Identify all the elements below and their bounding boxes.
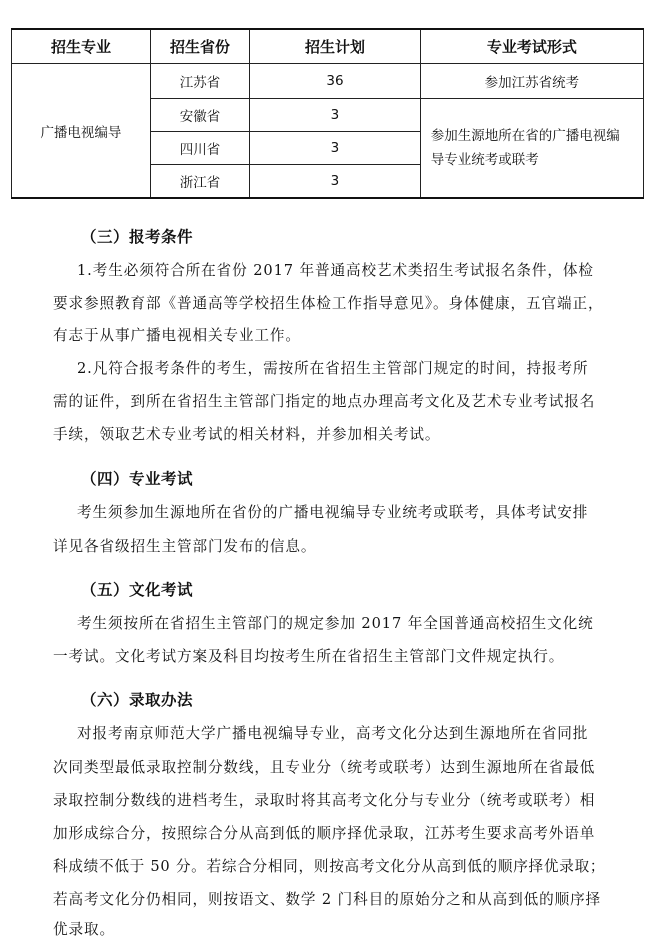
paragraph-line: 若高考文化分仍相同，则按语文、数学 2 门科目的原始分之和从高到低的顺序择 (53, 891, 602, 908)
province-cell: 江苏省 (150, 64, 249, 99)
paragraph-line: 优录取。 (53, 921, 115, 938)
paragraph-line: 要求参照教育部《普通高等学校招生体检工作指导意见》。身体健康，五官端正， (53, 295, 604, 312)
exam-form-cell-merged (420, 99, 643, 199)
paragraph-line: 考生须参加生源地所在省份的广播电视编导专业统考或联考，具体考试安排 (77, 504, 589, 521)
header-province: 招生省份 (150, 29, 249, 64)
table-row (12, 64, 644, 99)
exam-form-line: 参加生源地所在省的广播电视编 (430, 128, 620, 144)
paragraph-line: 一考试。文化考试方案及科目均按考生所在省招生主管部门文件规定执行。 (53, 648, 565, 665)
paragraph-line: 1.考生必须符合所在省份 2017 年普通高校艺术类招生考试报名条件，体检 (77, 262, 594, 279)
paragraph-line: 加形成综合分，按照综合分从高到低的顺序择优录取，江苏考生要求高考外语单 (53, 825, 596, 842)
province-cell: 四川省 (150, 132, 249, 165)
plan-cell: 3 (250, 132, 421, 165)
header-major: 招生专业 (12, 29, 151, 64)
plan-cell: 3 (250, 165, 421, 199)
plan-cell: 36 (250, 64, 421, 99)
header-exam-form: 专业考试形式 (420, 29, 643, 64)
paragraph-line: 手续，领取艺术专业考试的相关材料，并参加相关考试。 (53, 426, 441, 443)
section-heading: （五）文化考试 (81, 581, 194, 599)
table-header-row (12, 29, 644, 64)
paragraph-line: 科成绩不低于 50 分。若综合分相同，则按高考文化分从高到低的顺序择优录取； (53, 858, 606, 875)
header-plan: 招生计划 (250, 29, 421, 64)
paragraph-line: 有志于从事广播电视相关专业工作。 (53, 327, 301, 344)
paragraph-line: 需的证件，到所在省招生主管部门指定的地点办理高考文化及艺术专业考试报名 (53, 393, 596, 410)
exam-form-cell: 参加江苏省统考 (420, 64, 643, 99)
section-heading: （三）报考条件 (81, 228, 194, 246)
major-cell: 广播电视编导 (12, 64, 151, 199)
paragraph-line: 次同类型最低录取控制分数线，且专业分（统考或联考）达到生源地所在省最低 (53, 759, 596, 776)
paragraph-line: 考生须按所在省招生主管部门的规定参加 2017 年全国普通高校招生文化统 (77, 615, 594, 632)
paragraph-line: 2.凡符合报考条件的考生，需按所在省招生主管部门规定的时间，持报考所 (77, 360, 589, 377)
plan-cell: 3 (250, 99, 421, 132)
paragraph-line: 详见各省级招生主管部门发布的信息。 (53, 538, 317, 555)
section-heading: （四）专业考试 (81, 470, 194, 488)
exam-form-line: 导专业统考或联考 (430, 152, 539, 168)
enrollment-plan-table (11, 28, 644, 199)
section-heading: （六）录取办法 (81, 691, 194, 709)
province-cell: 安徽省 (150, 99, 249, 132)
province-cell: 浙江省 (150, 165, 249, 199)
paragraph-line: 对报考南京师范大学广播电视编导专业，高考文化分达到生源地所在省同批 (77, 725, 589, 742)
paragraph-line: 录取控制分数线的进档考生，录取时将其高考文化分与专业分（统考或联考）相 (53, 792, 596, 809)
